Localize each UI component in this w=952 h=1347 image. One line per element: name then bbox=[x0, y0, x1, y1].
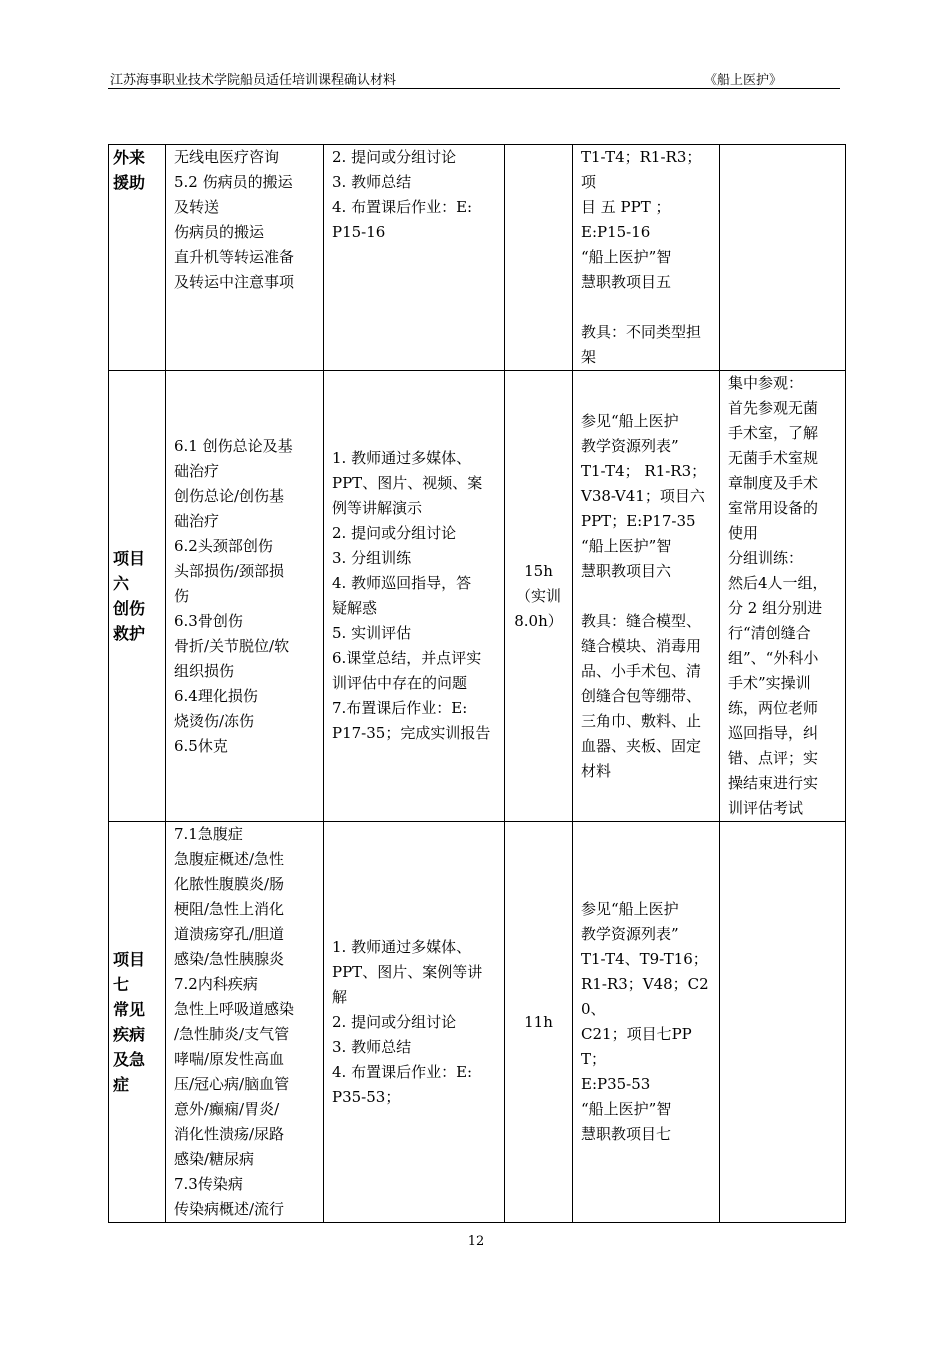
cell-line: 哮喘/原发性高血 bbox=[174, 1050, 285, 1068]
cell-line: 7.3传染病 bbox=[174, 1175, 243, 1193]
project-cell bbox=[109, 822, 166, 1223]
content-cell bbox=[166, 145, 324, 371]
cell-line: P17-35；完成实训报告 bbox=[332, 724, 491, 742]
cell-line: 手术”实操训 bbox=[728, 674, 811, 692]
methods-cell bbox=[324, 371, 505, 822]
cell-line: 外来 bbox=[113, 148, 146, 167]
cell-line: C21；项目七PPT； bbox=[581, 1025, 692, 1068]
content-cell bbox=[166, 822, 324, 1223]
cell-line: 常见 bbox=[113, 1000, 146, 1019]
cell-line: 创缝合包等绷带、 bbox=[581, 686, 702, 705]
cell-line: 急性上呼吸道感染 bbox=[174, 1000, 295, 1018]
cell-line: 骨折/关节脱位/软 bbox=[174, 636, 290, 655]
cell-line: 伤病员的搬运 bbox=[174, 223, 265, 241]
cell-line: /急性肺炎/支气管 bbox=[174, 1025, 290, 1043]
cell-line: 压/冠心病/脑血管 bbox=[174, 1075, 290, 1093]
cell-line: 3. 教师总结 bbox=[332, 1037, 412, 1056]
hours-cell bbox=[505, 371, 573, 822]
cell-line: 参见“船上医护 bbox=[581, 411, 679, 430]
cell-line: 教具：不同类型担 bbox=[581, 323, 702, 341]
cell-line: 11h bbox=[524, 1012, 553, 1031]
cell-line: 感染/急性胰腺炎 bbox=[174, 950, 285, 968]
cell-line: 例等讲解演示 bbox=[332, 499, 423, 517]
cell-line: 品、小手术包、清 bbox=[581, 661, 702, 680]
cell-line: 3. 教师总结 bbox=[332, 173, 412, 191]
cell-line: 15h bbox=[524, 561, 553, 580]
methods-cell bbox=[324, 822, 505, 1223]
cell-line: 症 bbox=[113, 1075, 130, 1094]
cell-line: 6.4理化损伤 bbox=[174, 686, 258, 705]
cell-line: 手术室，了解 bbox=[728, 424, 819, 442]
cell-line: 无菌手术室规 bbox=[728, 449, 819, 467]
cell-line: 组织损伤 bbox=[174, 661, 235, 680]
cell-line: 材料 bbox=[581, 761, 612, 780]
cell-line: 慧职教项目六 bbox=[581, 561, 672, 580]
cell-line: 7.2内科疾病 bbox=[174, 975, 258, 993]
cell-line: “船上医护”智 bbox=[581, 1100, 672, 1118]
cell-line: 6.3骨创伤 bbox=[174, 611, 243, 630]
cell-line: PPT、图片、视频、案 bbox=[332, 474, 483, 492]
cell-line: T1-T4； R1-R3； bbox=[581, 461, 707, 480]
cell-line bbox=[581, 295, 716, 320]
cell-line: 及转运中注意事项 bbox=[174, 273, 295, 291]
cell-line: 创伤总论/创伤基 bbox=[174, 486, 285, 505]
hours-cell bbox=[505, 145, 573, 371]
cell-line: 2. 提问或分组讨论 bbox=[332, 524, 457, 542]
cell-line: 感染/糖尿病 bbox=[174, 1150, 255, 1168]
cell-line: 6.2头颈部创伤 bbox=[174, 536, 273, 555]
cell-line: 救护 bbox=[113, 624, 146, 643]
cell-line: P35-53； bbox=[332, 1087, 401, 1106]
cell-line: V38-V41；项目六 bbox=[581, 486, 705, 505]
cell-line: 行“清创缝合 bbox=[728, 624, 811, 642]
cell-line: 化脓性腹膜炎/肠 bbox=[174, 875, 285, 893]
cell-line: 训评估中存在的问题 bbox=[332, 674, 468, 692]
cell-line: 巡回指导，纠 bbox=[728, 724, 819, 742]
cell-line: 4. 布置课后作业：E: bbox=[332, 1062, 473, 1081]
cell-line: T1-T4、T9-T16； bbox=[581, 950, 708, 968]
cell-line: （实训 bbox=[515, 586, 561, 605]
cell-line: 及急 bbox=[113, 1050, 146, 1069]
cell-line: 4. 布置课后作业：E: bbox=[332, 198, 473, 216]
cell-line: 然后4人一组， bbox=[728, 574, 828, 592]
cell-line bbox=[581, 584, 716, 609]
cell-line: E:P15-16 bbox=[581, 223, 651, 241]
cell-line: 直升机等转运准备 bbox=[174, 248, 295, 266]
cell-line: 础治疗 bbox=[174, 461, 220, 480]
project-cell bbox=[109, 145, 166, 371]
cell-line: 教学资源列表” bbox=[581, 436, 679, 455]
cell-line: 错、点评；实 bbox=[728, 749, 819, 767]
hours-cell bbox=[505, 822, 573, 1223]
cell-line: 8.0h） bbox=[514, 611, 563, 630]
cell-line: 础治疗 bbox=[174, 511, 220, 530]
cell-line: “船上医护”智 bbox=[581, 248, 672, 266]
cell-line: 七 bbox=[113, 975, 130, 994]
cell-line: 6.课堂总结，并点评实 bbox=[332, 649, 482, 667]
cell-line: “船上医护”智 bbox=[581, 536, 672, 555]
cell-line: 使用 bbox=[728, 524, 759, 542]
cell-line: 组”、“外科小 bbox=[728, 649, 819, 667]
resources-cell bbox=[573, 371, 720, 822]
cell-line: 5. 实训评估 bbox=[332, 624, 412, 642]
cell-line: 烧烫伤/冻伤 bbox=[174, 711, 255, 730]
table-row bbox=[109, 145, 846, 371]
cell-line: 缝合模块、消毒用 bbox=[581, 636, 702, 655]
page-header bbox=[108, 66, 840, 89]
cell-line: 1. 教师通过多媒体、 bbox=[332, 449, 472, 467]
cell-line: 3. 分组训练 bbox=[332, 549, 412, 567]
cell-line: PPT；E:P17-35 bbox=[581, 511, 696, 530]
cell-line: 急腹症概述/急性 bbox=[174, 850, 285, 868]
cell-line: 创伤 bbox=[113, 599, 146, 618]
notes-cell bbox=[720, 145, 846, 371]
cell-line: 1. 教师通过多媒体、 bbox=[332, 937, 472, 956]
cell-line: 慧职教项目七 bbox=[581, 1125, 672, 1143]
cell-line: 援助 bbox=[113, 173, 146, 192]
cell-line: 6.5休克 bbox=[174, 736, 228, 755]
cell-line: P15-16 bbox=[332, 223, 386, 241]
cell-line: 2. 提问或分组讨论 bbox=[332, 148, 457, 166]
resources-cell bbox=[573, 145, 720, 371]
cell-line: 分 2 组分别进 bbox=[728, 599, 823, 617]
header-right: 《船上医护》 bbox=[703, 73, 782, 88]
cell-line: 传染病概述/流行 bbox=[174, 1200, 285, 1218]
content-cell bbox=[166, 371, 324, 822]
cell-line: 慧职教项目五 bbox=[581, 273, 672, 291]
cell-line: 三角巾、敷料、止 bbox=[581, 711, 702, 730]
cell-line: 道溃疡穿孔/胆道 bbox=[174, 925, 285, 943]
cell-line: E:P35-53 bbox=[581, 1075, 651, 1093]
cell-line: 2. 提问或分组讨论 bbox=[332, 1012, 457, 1031]
cell-line: 7.1急腹症 bbox=[174, 825, 243, 843]
course-table bbox=[108, 144, 846, 1223]
cell-line: 参见“船上医护 bbox=[581, 900, 679, 918]
cell-line: 分组训练： bbox=[728, 549, 804, 567]
cell-line: 室常用设备的 bbox=[728, 499, 819, 517]
cell-line: 解 bbox=[332, 987, 348, 1006]
cell-line: 架 bbox=[581, 348, 597, 366]
cell-line: 头部损伤/颈部损 bbox=[174, 561, 285, 580]
cell-line: 集中参观： bbox=[728, 374, 804, 392]
project-cell bbox=[109, 371, 166, 822]
cell-line: 操结束进行实 bbox=[728, 774, 819, 792]
methods-cell bbox=[324, 145, 505, 371]
cell-line: 教具：缝合模型、 bbox=[581, 611, 702, 630]
cell-line: 意外/癫痫/胃炎/ bbox=[174, 1100, 280, 1118]
notes-cell bbox=[720, 371, 846, 822]
page-number: 12 bbox=[467, 1234, 485, 1249]
header-left: 江苏海事职业技术学院船员适任培训课程确认材料 bbox=[110, 73, 397, 88]
cell-line: 目 五 PPT ； bbox=[581, 198, 671, 216]
cell-line: 项目 bbox=[113, 950, 146, 969]
notes-cell bbox=[720, 822, 846, 1223]
cell-line: 项目 bbox=[113, 549, 146, 568]
table-row bbox=[109, 822, 846, 1223]
cell-line: 无线电医疗咨询 bbox=[174, 148, 280, 166]
cell-line: 5.2 伤病员的搬运 bbox=[174, 173, 293, 191]
cell-line: 血器、夹板、固定 bbox=[581, 736, 702, 755]
cell-line: 首先参观无菌 bbox=[728, 399, 819, 417]
cell-line: 消化性溃疡/尿路 bbox=[174, 1125, 285, 1143]
cell-line: PPT、图片、案例等讲 bbox=[332, 962, 483, 981]
cell-line: 疾病 bbox=[113, 1025, 146, 1044]
cell-line: T1-T4；R1-R3；项 bbox=[581, 148, 702, 191]
table-row bbox=[109, 371, 846, 822]
cell-line: 4. 教师巡回指导，答 bbox=[332, 574, 472, 592]
resources-cell bbox=[573, 822, 720, 1223]
cell-line: 练，两位老师 bbox=[728, 699, 819, 717]
cell-line: 梗阻/急性上消化 bbox=[174, 900, 285, 918]
cell-line: 章制度及手术 bbox=[728, 474, 819, 492]
cell-line: 及转送 bbox=[174, 198, 220, 216]
cell-line: 7.布置课后作业：E: bbox=[332, 699, 468, 717]
cell-line: 训评估考试 bbox=[728, 799, 804, 817]
cell-line: 疑解惑 bbox=[332, 599, 378, 617]
cell-line: 伤 bbox=[174, 586, 190, 605]
cell-line: 六 bbox=[113, 574, 130, 593]
cell-line: 6.1 创伤总论及基 bbox=[174, 436, 293, 455]
cell-line: R1-R3；V48；C20、 bbox=[581, 975, 709, 1018]
cell-line: 教学资源列表” bbox=[581, 925, 679, 943]
